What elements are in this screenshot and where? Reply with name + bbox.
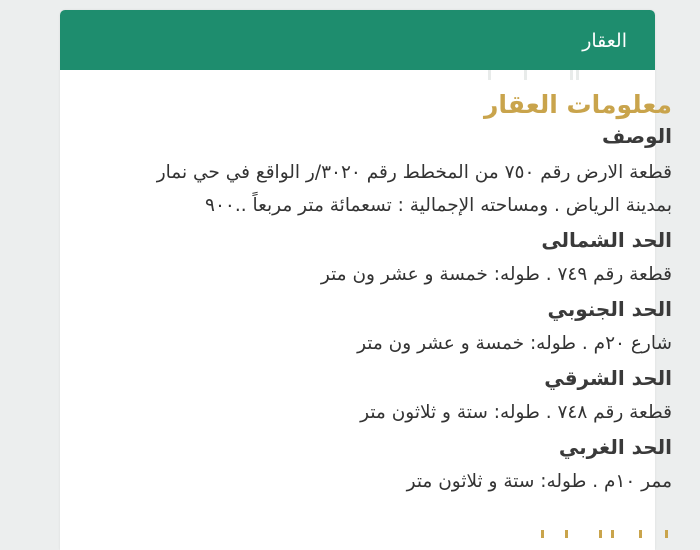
north-boundary-value: قطعة رقم ٧٤٩ . طوله: خمسة و عشر ون متر xyxy=(320,264,672,285)
card-header xyxy=(60,10,655,70)
north-boundary-label: الحد الشمالى xyxy=(541,228,672,252)
description-text: قطعة الارض رقم ٧٥٠ من المخطط رقم ٣٠٢٠/ر الواقع في حي نمار بمدينة الرياض . ومساحته الإجمالية : تسعمائة متر مربعاً ..٩٠٠ xyxy=(156,162,672,216)
next-section-title-cut xyxy=(512,528,672,538)
south-boundary-label: الحد الجنوبي xyxy=(547,297,672,321)
property-details xyxy=(112,88,672,500)
east-boundary-label: الحد الشرقي xyxy=(544,366,672,390)
east-boundary-value: قطعة رقم ٧٤٨ . طوله: ستة و ثلاثون متر xyxy=(360,402,672,423)
west-boundary-label: الحد الغربي xyxy=(558,435,672,459)
watermark-marks xyxy=(480,70,600,82)
west-boundary-value: ممر ١٠م . طوله: ستة و ثلاثون متر xyxy=(406,471,672,492)
section-title: معلومات العقار xyxy=(483,90,672,119)
south-boundary-value: شارع ٢٠م . طوله: خمسة و عشر ون متر xyxy=(357,333,672,354)
card-header-title: العقار xyxy=(582,30,627,52)
description-label: الوصف xyxy=(601,124,672,148)
